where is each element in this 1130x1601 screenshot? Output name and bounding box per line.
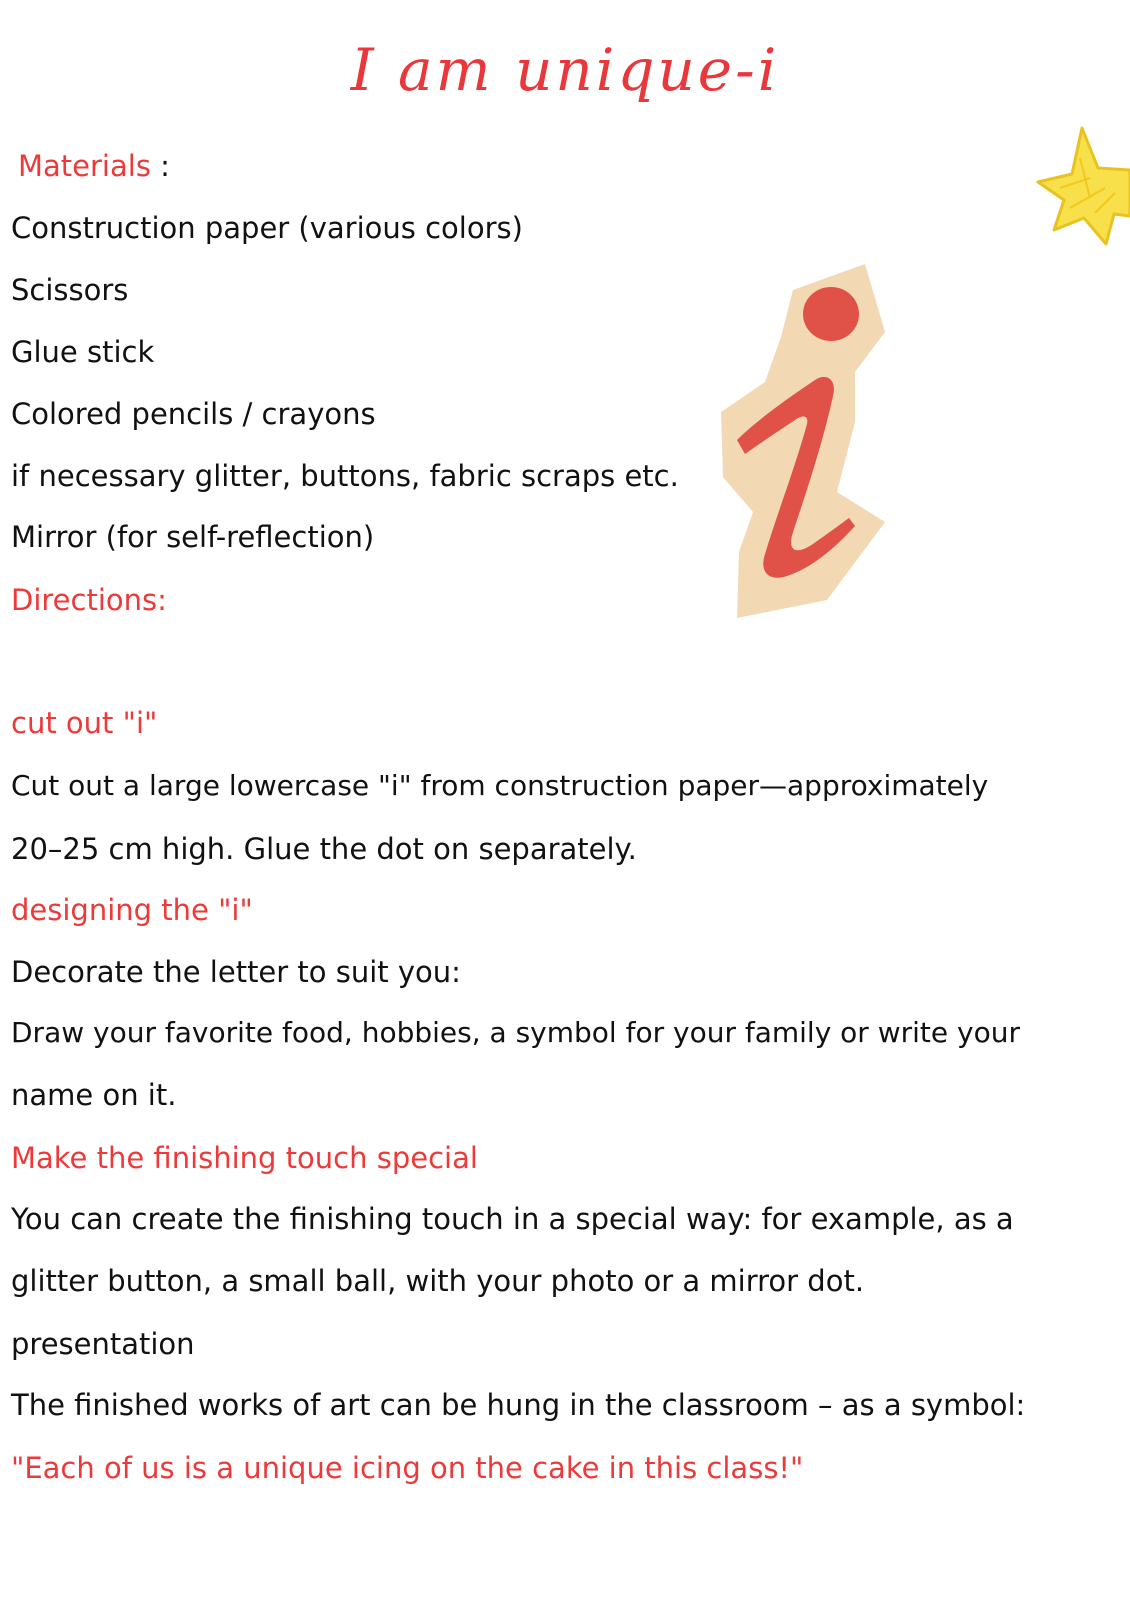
step-text: name on it.: [11, 1078, 177, 1112]
material-item: Mirror (for self-reflection): [11, 520, 375, 554]
page-title: I am unique-i: [350, 36, 780, 104]
step-heading-cut-out: cut out "i": [11, 706, 158, 740]
step-text: The finished works of art can be hung in the classroom – as a symbol:: [11, 1388, 1026, 1422]
closing-quote: "Each of us is a unique icing on the cake in this class!": [11, 1451, 804, 1485]
materials-colon: :: [150, 149, 170, 183]
letter-i-icon: [715, 262, 890, 622]
star-icon: [1020, 118, 1130, 258]
step-text: Cut out a large lowercase "i" from construction paper—approximately: [11, 769, 989, 802]
directions-heading: Directions:: [11, 583, 167, 617]
step-heading-designing: designing the "i": [11, 893, 253, 927]
material-item: Colored pencils / crayons: [11, 397, 376, 431]
step-heading-presentation: presentation: [11, 1327, 195, 1361]
step-text: You can create the finishing touch in a special way: for example, as a: [11, 1202, 1014, 1236]
materials-heading: Materials: [18, 149, 151, 183]
material-item: Glue stick: [11, 335, 155, 369]
step-text: glitter button, a small ball, with your photo or a mirror dot.: [11, 1264, 865, 1298]
step-heading-finishing-touch: Make the finishing touch special: [11, 1141, 478, 1175]
step-text: Decorate the letter to suit you:: [11, 955, 461, 989]
materials-heading-line: [18, 146, 170, 186]
material-item: if necessary glitter, buttons, fabric scraps etc.: [11, 459, 679, 493]
material-item: Construction paper (various colors): [11, 211, 523, 245]
material-item: Scissors: [11, 273, 129, 307]
step-text: Draw your favorite food, hobbies, a symbol for your family or write your: [11, 1016, 1020, 1049]
step-text: 20–25 cm high. Glue the dot on separately.: [11, 832, 637, 866]
